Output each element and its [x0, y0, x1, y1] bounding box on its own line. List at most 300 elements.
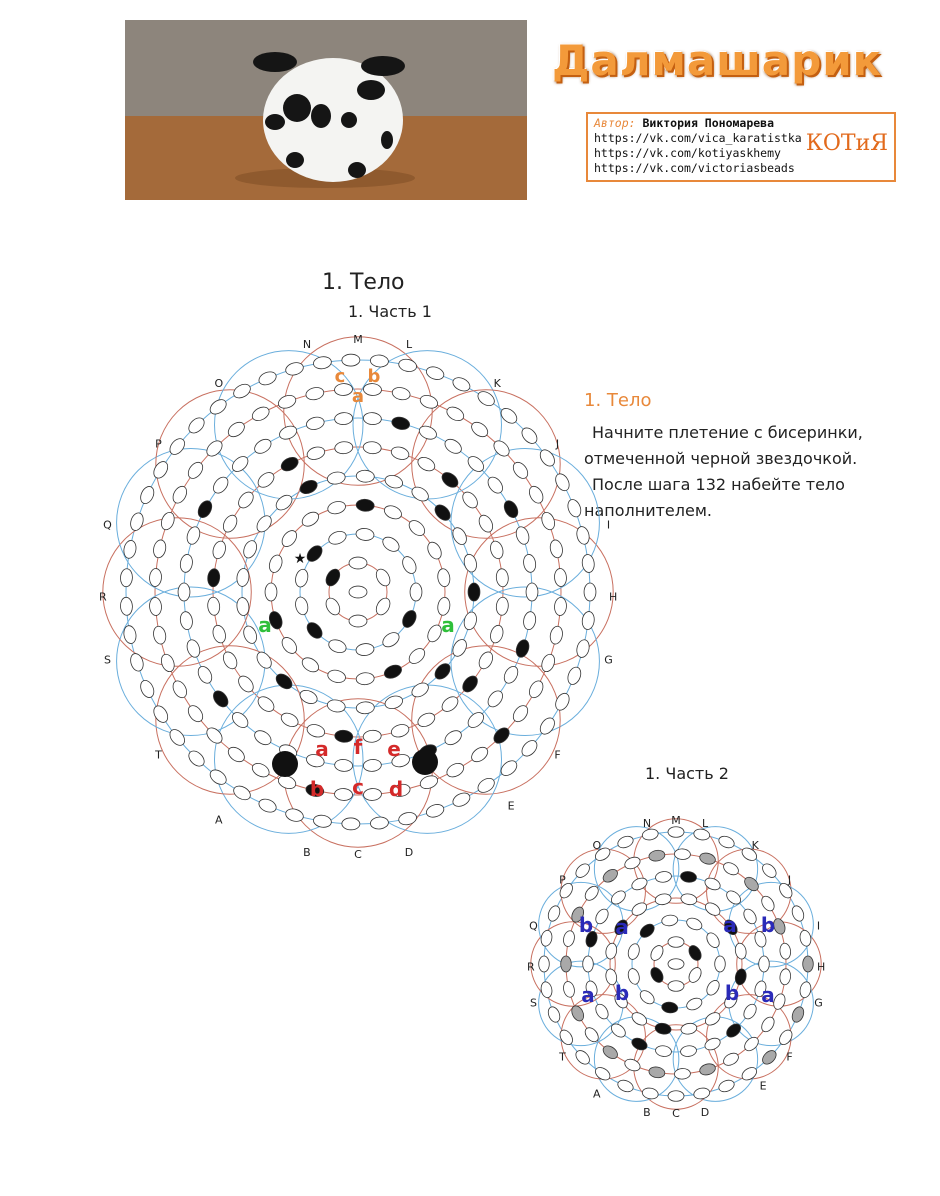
d2-edge-label-G: G: [814, 996, 823, 1010]
bead: [562, 930, 576, 948]
bead: [539, 956, 550, 972]
d1-edge-label-N: N: [302, 337, 312, 351]
orange-mark: b: [367, 366, 381, 387]
bead: [759, 1015, 777, 1034]
bead: [654, 893, 672, 906]
large-black-bead: [272, 751, 298, 777]
bead: [305, 386, 325, 401]
author-label: Автор:: [594, 116, 636, 130]
author-link-1[interactable]: https://vk.com/vica_karatistka: [594, 131, 802, 145]
bead: [593, 907, 611, 926]
bead: [210, 474, 230, 496]
bead: [207, 397, 229, 417]
black-bead: [502, 498, 521, 519]
red-bottom-mark: b: [309, 777, 325, 801]
bead: [195, 664, 214, 685]
bead: [522, 554, 537, 574]
instruction-line-2: После шага 132 набейте тело наполнителем.: [584, 475, 845, 520]
bead: [674, 848, 691, 859]
bead: [383, 473, 404, 490]
bead: [363, 441, 382, 455]
bead: [226, 419, 248, 439]
bead: [382, 503, 403, 521]
bead: [342, 354, 360, 366]
bead: [221, 650, 240, 671]
black-bead: [654, 1022, 672, 1035]
bead: [416, 710, 437, 729]
instructions-title: 1. Тело: [584, 390, 652, 411]
bead: [693, 828, 711, 841]
bead: [740, 1065, 759, 1083]
bead: [777, 881, 795, 900]
black-bead: [195, 498, 214, 519]
d2-edge-label-B: B: [643, 1105, 651, 1119]
d1-edge-label-K: K: [493, 377, 501, 391]
d2-edge-label-O: O: [592, 839, 602, 853]
bead: [496, 568, 510, 587]
black-bead: [630, 1036, 649, 1052]
bead: [267, 553, 284, 574]
bead: [680, 893, 698, 906]
d2-edge-label-E: E: [759, 1079, 767, 1093]
blue-bottom-mark: b: [614, 981, 630, 1005]
black-bead: [514, 638, 531, 659]
blue-bottom-mark: a: [581, 983, 595, 1007]
bead: [129, 652, 146, 673]
d1-edge-label-H: H: [609, 590, 618, 604]
bead: [502, 664, 521, 685]
thread-loop: [103, 518, 251, 666]
bead: [554, 597, 567, 616]
blue-top-mark: a: [723, 913, 737, 937]
bead: [207, 597, 221, 616]
bead: [355, 527, 374, 541]
d1-edge-label-D: D: [404, 845, 414, 859]
bead: [741, 907, 759, 926]
bead: [488, 540, 505, 561]
bead: [566, 665, 584, 686]
black-bead: [391, 415, 411, 431]
bead: [442, 436, 464, 456]
bead: [496, 597, 510, 616]
author-link-3[interactable]: https://vk.com/victoriasbeads: [594, 161, 795, 175]
bead: [721, 1051, 740, 1068]
d2-edge-label-K: K: [751, 839, 759, 853]
bead: [185, 525, 202, 546]
bead: [680, 1022, 698, 1035]
blue-top-mark: b: [578, 913, 594, 937]
bead: [693, 1087, 711, 1100]
bead: [211, 540, 228, 561]
bead: [425, 365, 446, 382]
bead: [442, 728, 464, 748]
bead: [398, 358, 418, 373]
bead: [342, 818, 360, 830]
bead: [445, 761, 466, 780]
bead: [476, 650, 495, 671]
bead: [417, 424, 438, 442]
black-bead: [382, 663, 403, 681]
bead: [741, 1002, 759, 1021]
bead: [170, 484, 189, 505]
bead: [152, 539, 167, 559]
bead: [409, 484, 431, 504]
bead: [561, 956, 572, 972]
bead: [703, 900, 722, 918]
bead: [539, 652, 556, 673]
bead: [799, 981, 812, 999]
bead: [326, 668, 346, 684]
bead: [349, 557, 367, 569]
bead: [734, 942, 747, 960]
bead: [581, 554, 595, 573]
bead: [539, 511, 556, 532]
bead: [149, 568, 162, 587]
bead: [334, 412, 353, 425]
bead: [425, 540, 444, 561]
bead: [522, 611, 537, 631]
bead: [514, 525, 531, 546]
bead: [698, 851, 716, 866]
bead: [759, 956, 770, 972]
bead: [179, 611, 194, 631]
bead: [252, 436, 274, 456]
d1-edge-label-S: S: [103, 653, 111, 667]
d1-edge-label-M: M: [353, 333, 363, 347]
d1-edge-label-I: I: [606, 518, 611, 532]
bead: [409, 680, 431, 700]
bead: [546, 1005, 562, 1024]
bead: [252, 728, 274, 748]
black-bead: [680, 871, 697, 884]
bead: [451, 375, 472, 394]
bead: [257, 369, 278, 387]
bead: [151, 703, 171, 725]
author-name: Виктория Пономарева: [642, 116, 775, 130]
bead: [327, 637, 348, 654]
d1-edge-label-Q: Q: [103, 518, 112, 532]
bead: [616, 834, 635, 850]
green-mark: a: [258, 613, 272, 637]
bead: [250, 404, 271, 423]
bead: [648, 849, 666, 862]
bead: [179, 554, 194, 574]
bead: [462, 553, 478, 573]
d1-edge-label-G: G: [604, 653, 613, 667]
green-mark: a: [441, 613, 455, 637]
bead: [380, 630, 402, 650]
bead: [300, 509, 322, 529]
bead: [349, 586, 367, 598]
bead: [557, 1028, 575, 1047]
bead: [803, 956, 814, 972]
bead: [661, 914, 678, 927]
bead: [626, 942, 641, 960]
red-top-mark: e: [387, 737, 401, 761]
bead: [469, 419, 491, 439]
orange-mark: a: [351, 386, 365, 407]
bead: [334, 759, 353, 772]
bead: [185, 703, 205, 725]
bead: [349, 615, 367, 627]
bead: [277, 424, 298, 442]
bead: [120, 597, 133, 616]
part1-title: 1. Часть 1: [348, 302, 432, 321]
bead: [540, 981, 553, 999]
d2-edge-label-F: F: [786, 1050, 793, 1064]
bead: [398, 811, 418, 826]
bead: [630, 1010, 649, 1028]
start-star-icon: ★: [293, 551, 307, 567]
bead: [326, 500, 346, 516]
bead: [391, 386, 411, 401]
bead: [265, 583, 277, 601]
bead: [641, 1087, 659, 1100]
bead: [527, 679, 546, 700]
d2-edge-label-A: A: [593, 1087, 601, 1101]
bead: [138, 678, 156, 699]
bead: [685, 916, 704, 932]
blue-top-mark: a: [615, 915, 629, 939]
brand-logo: КОТиЯ: [805, 131, 888, 156]
bead: [356, 672, 375, 685]
d1-edge-label-P: P: [155, 437, 162, 451]
bead: [593, 1065, 612, 1083]
bead: [451, 790, 472, 809]
bead: [703, 1036, 722, 1052]
bead: [717, 834, 736, 850]
bead: [313, 355, 333, 370]
bead: [703, 1010, 722, 1028]
d2-edge-label-R: R: [526, 960, 535, 974]
bead: [790, 1005, 806, 1024]
black-bead: [334, 730, 353, 744]
orange-mark: c: [334, 366, 346, 387]
bead: [510, 703, 530, 725]
bead: [221, 513, 240, 534]
bead: [250, 761, 271, 780]
bead: [759, 894, 777, 913]
bead: [648, 1066, 666, 1079]
bead: [540, 929, 553, 947]
bead: [390, 445, 411, 462]
part2-title: 1. Часть 2: [645, 764, 729, 783]
bead: [159, 652, 176, 673]
bead: [226, 744, 248, 764]
d2-edge-label-N: N: [642, 816, 652, 830]
bead: [294, 596, 310, 616]
bead: [593, 1002, 611, 1021]
d1-edge-label-A: A: [215, 813, 223, 827]
bead: [717, 1078, 736, 1094]
bead: [313, 814, 333, 829]
bead: [630, 900, 649, 918]
red-bottom-mark: d: [388, 777, 404, 801]
bead: [231, 381, 253, 400]
bead: [510, 460, 530, 482]
bead: [363, 759, 382, 772]
bead: [668, 959, 684, 970]
d2-edge-label-I: I: [816, 919, 821, 933]
pattern-title: Далмашарик: [552, 36, 883, 85]
bead: [416, 455, 437, 474]
bead: [149, 597, 162, 616]
bead: [120, 568, 133, 587]
bead: [138, 484, 156, 505]
d2-edge-label-D: D: [700, 1105, 710, 1119]
bead: [674, 1068, 691, 1079]
d1-edge-label-B: B: [303, 845, 311, 859]
bead: [704, 978, 722, 997]
bead: [300, 655, 322, 675]
d2-edge-label-C: C: [672, 1107, 680, 1121]
black-bead: [356, 499, 375, 512]
bead: [546, 904, 562, 923]
bead: [279, 710, 300, 729]
black-bead: [661, 1001, 678, 1014]
bead: [356, 701, 375, 714]
bead: [685, 996, 704, 1012]
bead: [380, 534, 402, 554]
bead: [418, 393, 439, 410]
bead: [779, 943, 791, 960]
bead: [400, 554, 419, 575]
bead: [356, 470, 375, 483]
blue-top-mark: b: [760, 913, 776, 937]
d2-edge-label-T: T: [559, 1050, 566, 1064]
bead: [450, 637, 469, 658]
bead: [370, 816, 389, 829]
bead: [159, 511, 176, 532]
bead: [680, 1045, 697, 1058]
bead: [779, 968, 791, 985]
author-link-2[interactable]: https://vk.com/kotiyaskhemy: [594, 146, 781, 160]
bead: [668, 1091, 684, 1102]
bead: [668, 981, 684, 992]
bead: [790, 904, 806, 923]
bead: [715, 956, 726, 972]
bead: [445, 404, 466, 423]
bead: [549, 539, 564, 559]
bead: [566, 498, 584, 519]
bead: [476, 513, 495, 534]
bead: [294, 568, 310, 588]
d2-edge-label-H: H: [817, 960, 826, 974]
bead: [777, 1028, 795, 1047]
blue-bottom-mark: b: [724, 981, 740, 1005]
bead: [605, 942, 618, 960]
bead: [562, 980, 576, 998]
bead: [584, 583, 596, 601]
red-bottom-mark: c: [352, 775, 364, 799]
d2-edge-label-J: J: [787, 873, 792, 887]
section-title: 1. Тело: [322, 270, 405, 295]
bead: [703, 876, 722, 892]
bead: [167, 436, 188, 457]
bead: [129, 511, 146, 532]
bead: [554, 568, 567, 587]
bead: [549, 625, 564, 645]
bead: [363, 730, 382, 744]
bead: [485, 474, 505, 496]
bead: [616, 1078, 635, 1094]
bead: [170, 679, 189, 700]
d2-edge-label-L: L: [701, 816, 709, 830]
bead: [231, 783, 253, 802]
bead: [257, 797, 278, 815]
black-bead: [400, 608, 419, 629]
bead: [363, 788, 382, 801]
bead: [630, 876, 649, 892]
bead: [425, 802, 446, 819]
bead: [485, 688, 505, 710]
blue-bottom-mark: a: [761, 983, 775, 1007]
bead: [207, 767, 229, 787]
bead: [583, 956, 594, 972]
bead: [418, 773, 439, 790]
bead: [334, 788, 353, 801]
bead: [334, 441, 353, 455]
d1-edge-label-E: E: [507, 799, 515, 813]
diagram-part2: [527, 814, 825, 1120]
bead: [469, 744, 491, 764]
d2-edge-label-Q: Q: [529, 919, 538, 933]
large-black-bead: [412, 749, 438, 775]
bead: [526, 583, 538, 601]
bead: [450, 525, 469, 546]
bead: [655, 871, 672, 884]
bead: [668, 827, 684, 838]
bead: [277, 393, 298, 410]
d1-edge-label-F: F: [554, 748, 561, 762]
bead: [655, 1045, 672, 1058]
d1-edge-label-C: C: [354, 848, 362, 862]
bead: [462, 611, 478, 631]
bead: [151, 459, 171, 481]
bead: [167, 727, 188, 748]
diagram-part1: [99, 333, 617, 861]
bead: [178, 583, 190, 601]
red-top-mark: f: [353, 735, 363, 759]
bead: [363, 412, 382, 425]
red-top-mark: a: [315, 737, 329, 761]
bead: [254, 513, 274, 535]
bead: [327, 529, 348, 546]
bead: [211, 624, 228, 645]
bead: [185, 638, 202, 659]
bead: [641, 828, 659, 841]
bead: [698, 1062, 716, 1077]
bead: [704, 931, 722, 950]
bead: [668, 937, 684, 948]
black-bead: [279, 455, 300, 474]
d1-edge-label-R: R: [98, 590, 107, 604]
bead: [306, 445, 327, 462]
bead: [305, 415, 325, 431]
bead: [721, 860, 740, 877]
bead: [799, 929, 812, 947]
d1-edge-label-O: O: [214, 377, 224, 391]
bead: [601, 867, 620, 885]
bead: [601, 1043, 620, 1061]
bead: [410, 583, 422, 601]
bead: [152, 625, 167, 645]
d1-edge-label-T: T: [155, 748, 162, 762]
bead: [355, 643, 374, 657]
d2-edge-label-P: P: [559, 873, 566, 887]
black-bead: [468, 583, 480, 601]
black-bead: [210, 688, 230, 710]
